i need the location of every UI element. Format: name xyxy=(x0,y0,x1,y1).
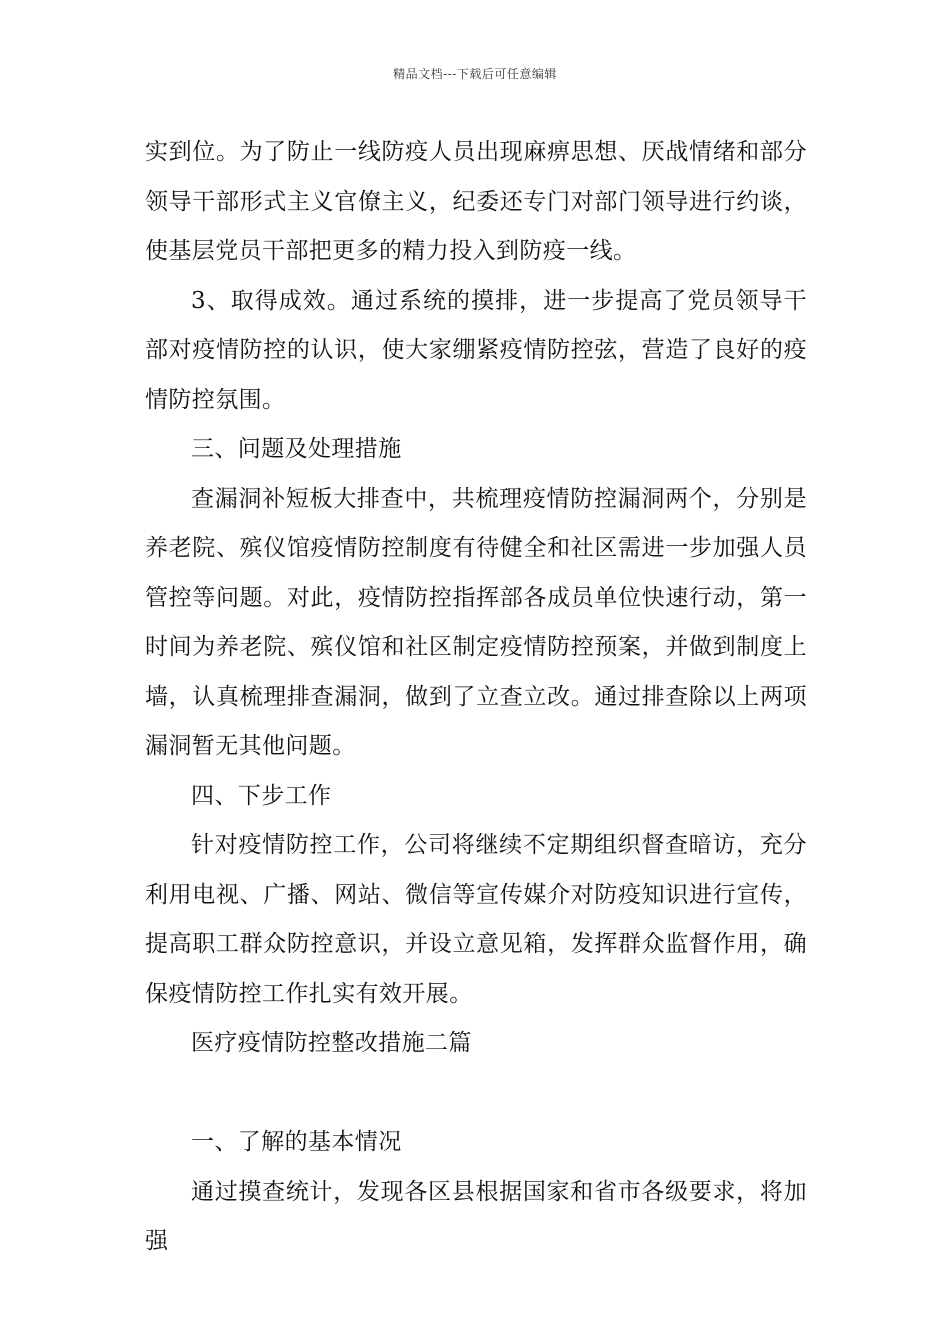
paragraph-problems: 查漏洞补短板大排查中，共梳理疫情防控漏洞两个，分别是养老院、殡仪馆疫情防控制度有待健全和社区需进一步加强人员管控等问题。对此，疫情防控指挥部各成员单位快速行动，第一时间为养老院、殡仪馆和社区制定疫情防控预案，并做到制度上墙，认真梳理排查漏洞，做到了立查立改。通过排查除以上两项漏洞暂无其他问题。 xyxy=(145,485,807,759)
section-heading-next-steps: 四、下步工作 xyxy=(191,782,332,809)
blank-line xyxy=(145,1069,807,1119)
document-subtitle: 医疗疫情防控整改措施二篇 xyxy=(191,1030,472,1056)
paragraph-basic-situation: 通过摸查统计，发现各区县根据国家和省市各级要求，将加强 xyxy=(145,1178,807,1254)
section-heading-problems: 三、问题及处理措施 xyxy=(191,436,402,462)
document-body xyxy=(145,128,807,1267)
paragraph-results: 3、取得成效。通过系统的摸排，进一步提高了党员领导干部对疫情防控的认识，使大家绷紧疫情防控弦，营造了良好的疫情防控氛围。 xyxy=(145,287,807,413)
page-header: 精品文档---下载后可任意编辑 xyxy=(393,67,557,81)
paragraph-continuation: 实到位。为了防止一线防疫人员出现麻痹思想、厌战情绪和部分领导干部形式主义官僚主义，纪委还专门对部门领导进行约谈，使基层党员干部把更多的精力投入到防疫一线。 xyxy=(145,139,807,264)
paragraph-next-steps: 针对疫情防控工作，公司将继续不定期组织督查暗访，充分利用电视、广播、网站、微信等宣传媒介对防疫知识进行宣传，提高职工群众防控意识，并设立意见箱，发挥群众监督作用，确保疫情防控工作扎实有效开展。 xyxy=(145,832,807,1007)
section-heading-basic-situation: 一、了解的基本情况 xyxy=(191,1129,402,1155)
